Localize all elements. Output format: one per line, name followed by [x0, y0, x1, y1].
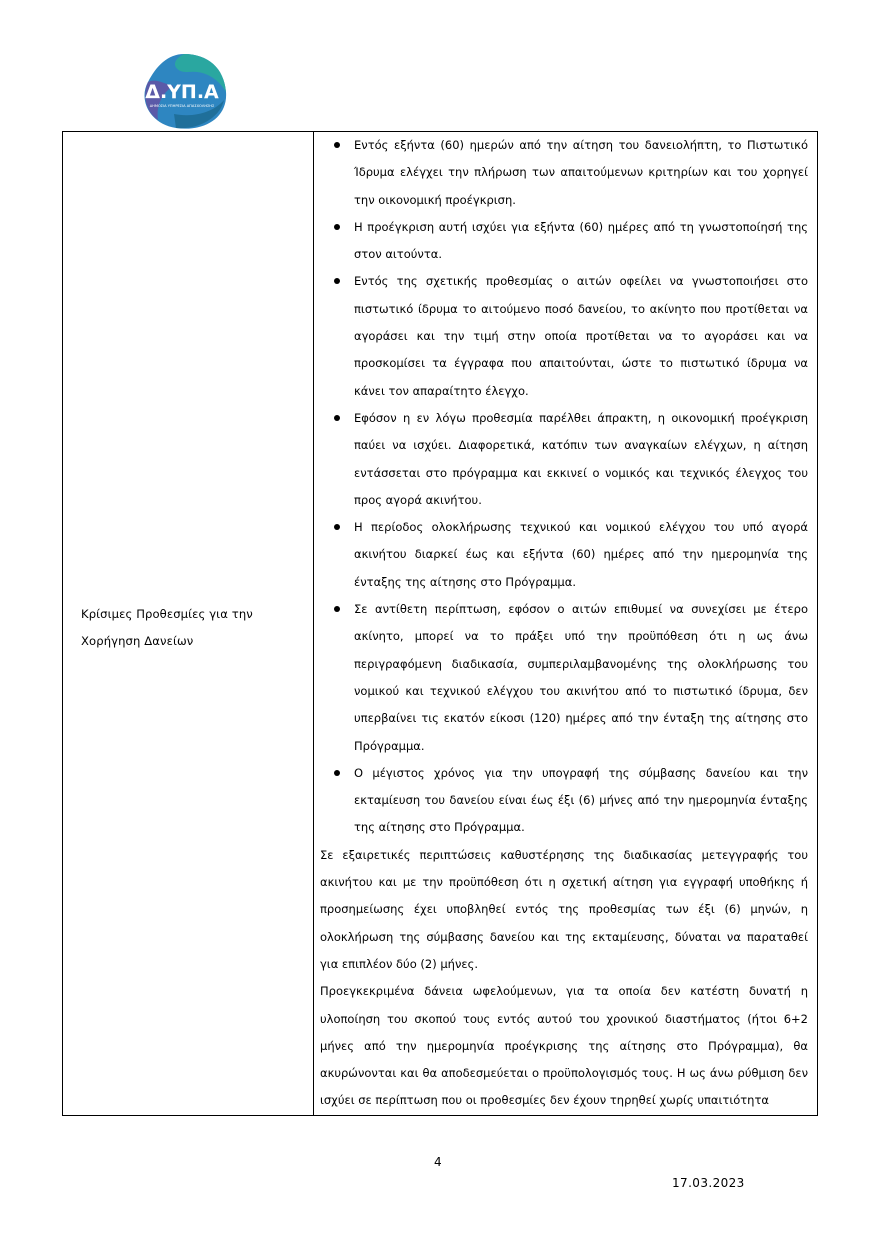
list-item: Εντός της σχετικής προθεσμίας ο αιτών οφείλει να γνωστοποιήσει στο πιστωτικό ίδρυμα το αιτούμενο ποσό δανείου, το ακίνητο που προτίθεται να αγοράσει και την τιμή στην οποία προτίθεται να το αγοράσει και να προσκομίσει τα έγγραφα που απαιτούνται, ώστε το πιστωτικό ίδρυμα να κάνει τον απαραίτητο έλεγχο.	[320, 268, 808, 404]
table-row	[63, 132, 818, 1116]
deadline-bullet-list	[320, 132, 808, 842]
list-item: Εντός εξήντα (60) ημερών από την αίτηση του δανειολήπτη, το Πιστωτικό Ίδρυμα ελέγχει την πλήρωση των απαιτούμενων κριτηρίων και του χορηγεί την οικονομική προέγκριση.	[320, 132, 808, 214]
document-date: 17.03.2023	[672, 1176, 745, 1190]
list-item: Η περίοδος ολοκλήρωσης τεχνικού και νομικού ελέγχου του υπό αγορά ακινήτου διαρκεί έως και εξήντα (60) ημέρες από την ημερομηνία της ένταξης της αίτησης στο Πρόγραμμα.	[320, 514, 808, 596]
logo-text: Δ.ΥΠ.Α	[145, 81, 219, 103]
dypa-logo-graphic	[128, 48, 234, 132]
dypa-logo	[128, 48, 234, 132]
extension-paragraph: Σε εξαιρετικές περιπτώσεις καθυστέρησης της διαδικασίας μετεγγραφής του ακινήτου και με την προϋπόθεση ότι η σχετική αίτηση για εγγραφή υποθήκης ή προσημείωσης έχει υποβληθεί εντός της προθεσμίας των έξι (6) μηνών, η ολοκλήρωση της σύμβασης δανείου και της εκταμίευσης, δύναται να παραταθεί για επιπλέον δύο (2) μήνες.	[320, 847, 808, 971]
cancellation-paragraph: Προεγκεκριμένα δάνεια ωφελούμενων, για τα οποία δεν κατέστη δυνατή η υλοποίηση του σκοπού τους εντός αυτού του χρονικού διαστήματος (ήτοι 6+2 μήνες από την ημερομηνία προέγκρισης της αίτησης στο Πρόγραμμα), θα ακυρώνονται και θα αποδεσμεύεται ο προϋπολογισμός τους. Η ως άνω ρύθμιση δεν ισχύει σε περίπτωση που οι προθεσμίες δεν έχουν τηρηθεί χωρίς υπαιτιότητα	[320, 984, 808, 1108]
content-cell	[314, 132, 818, 1116]
logo-subtitle: ΔΗΜΟΣΙΑ ΥΠΗΡΕΣΙΑ ΑΠΑΣΧΟΛΗΣΗΣ	[149, 104, 215, 108]
row-label: Κρίσιμες Προθεσμίες για την Χορήγηση Δανείων	[81, 607, 253, 649]
list-item: Εφόσον η εν λόγω προθεσμία παρέλθει άπρακτη, η οικονομική προέγκριση παύει να ισχύει. Διαφορετικά, κατόπιν των αναγκαίων ελέγχων, η αίτηση εντάσσεται στο πρόγραμμα και εκκινεί ο νομικός και τεχνικός έλεγχος του προς αγορά ακινήτου.	[320, 405, 808, 514]
list-item: Η προέγκριση αυτή ισχύει για εξήντα (60) ημέρες από τη γνωστοποίησή της στον αιτούντα.	[320, 214, 808, 269]
label-cell	[63, 132, 314, 1116]
page-number: 4	[434, 1155, 442, 1169]
list-item: Σε αντίθετη περίπτωση, εφόσον ο αιτών επιθυμεί να συνεχίσει με έτερο ακίνητο, μπορεί να το πράξει υπό την προϋπόθεση ότι η ως άνω περιγραφόμενη διαδικασία, συμπεριλαμβανομένης της ολοκλήρωσης του νομικού και τεχνικού ελέγχου του ακινήτου από το πιστωτικό ίδρυμα, δεν υπερβαίνει τις εκατόν είκοσι (120) ημέρες από την ένταξη της αίτησης στο Πρόγραμμα.	[320, 596, 808, 760]
list-item: Ο μέγιστος χρόνος για την υπογραφή της σύμβασης δανείου και την εκταμίευση του δανείου είναι έως έξι (6) μήνες από την ημερομηνία ένταξης της αίτησης στο Πρόγραμμα.	[320, 760, 808, 842]
deadlines-table	[62, 131, 818, 1116]
